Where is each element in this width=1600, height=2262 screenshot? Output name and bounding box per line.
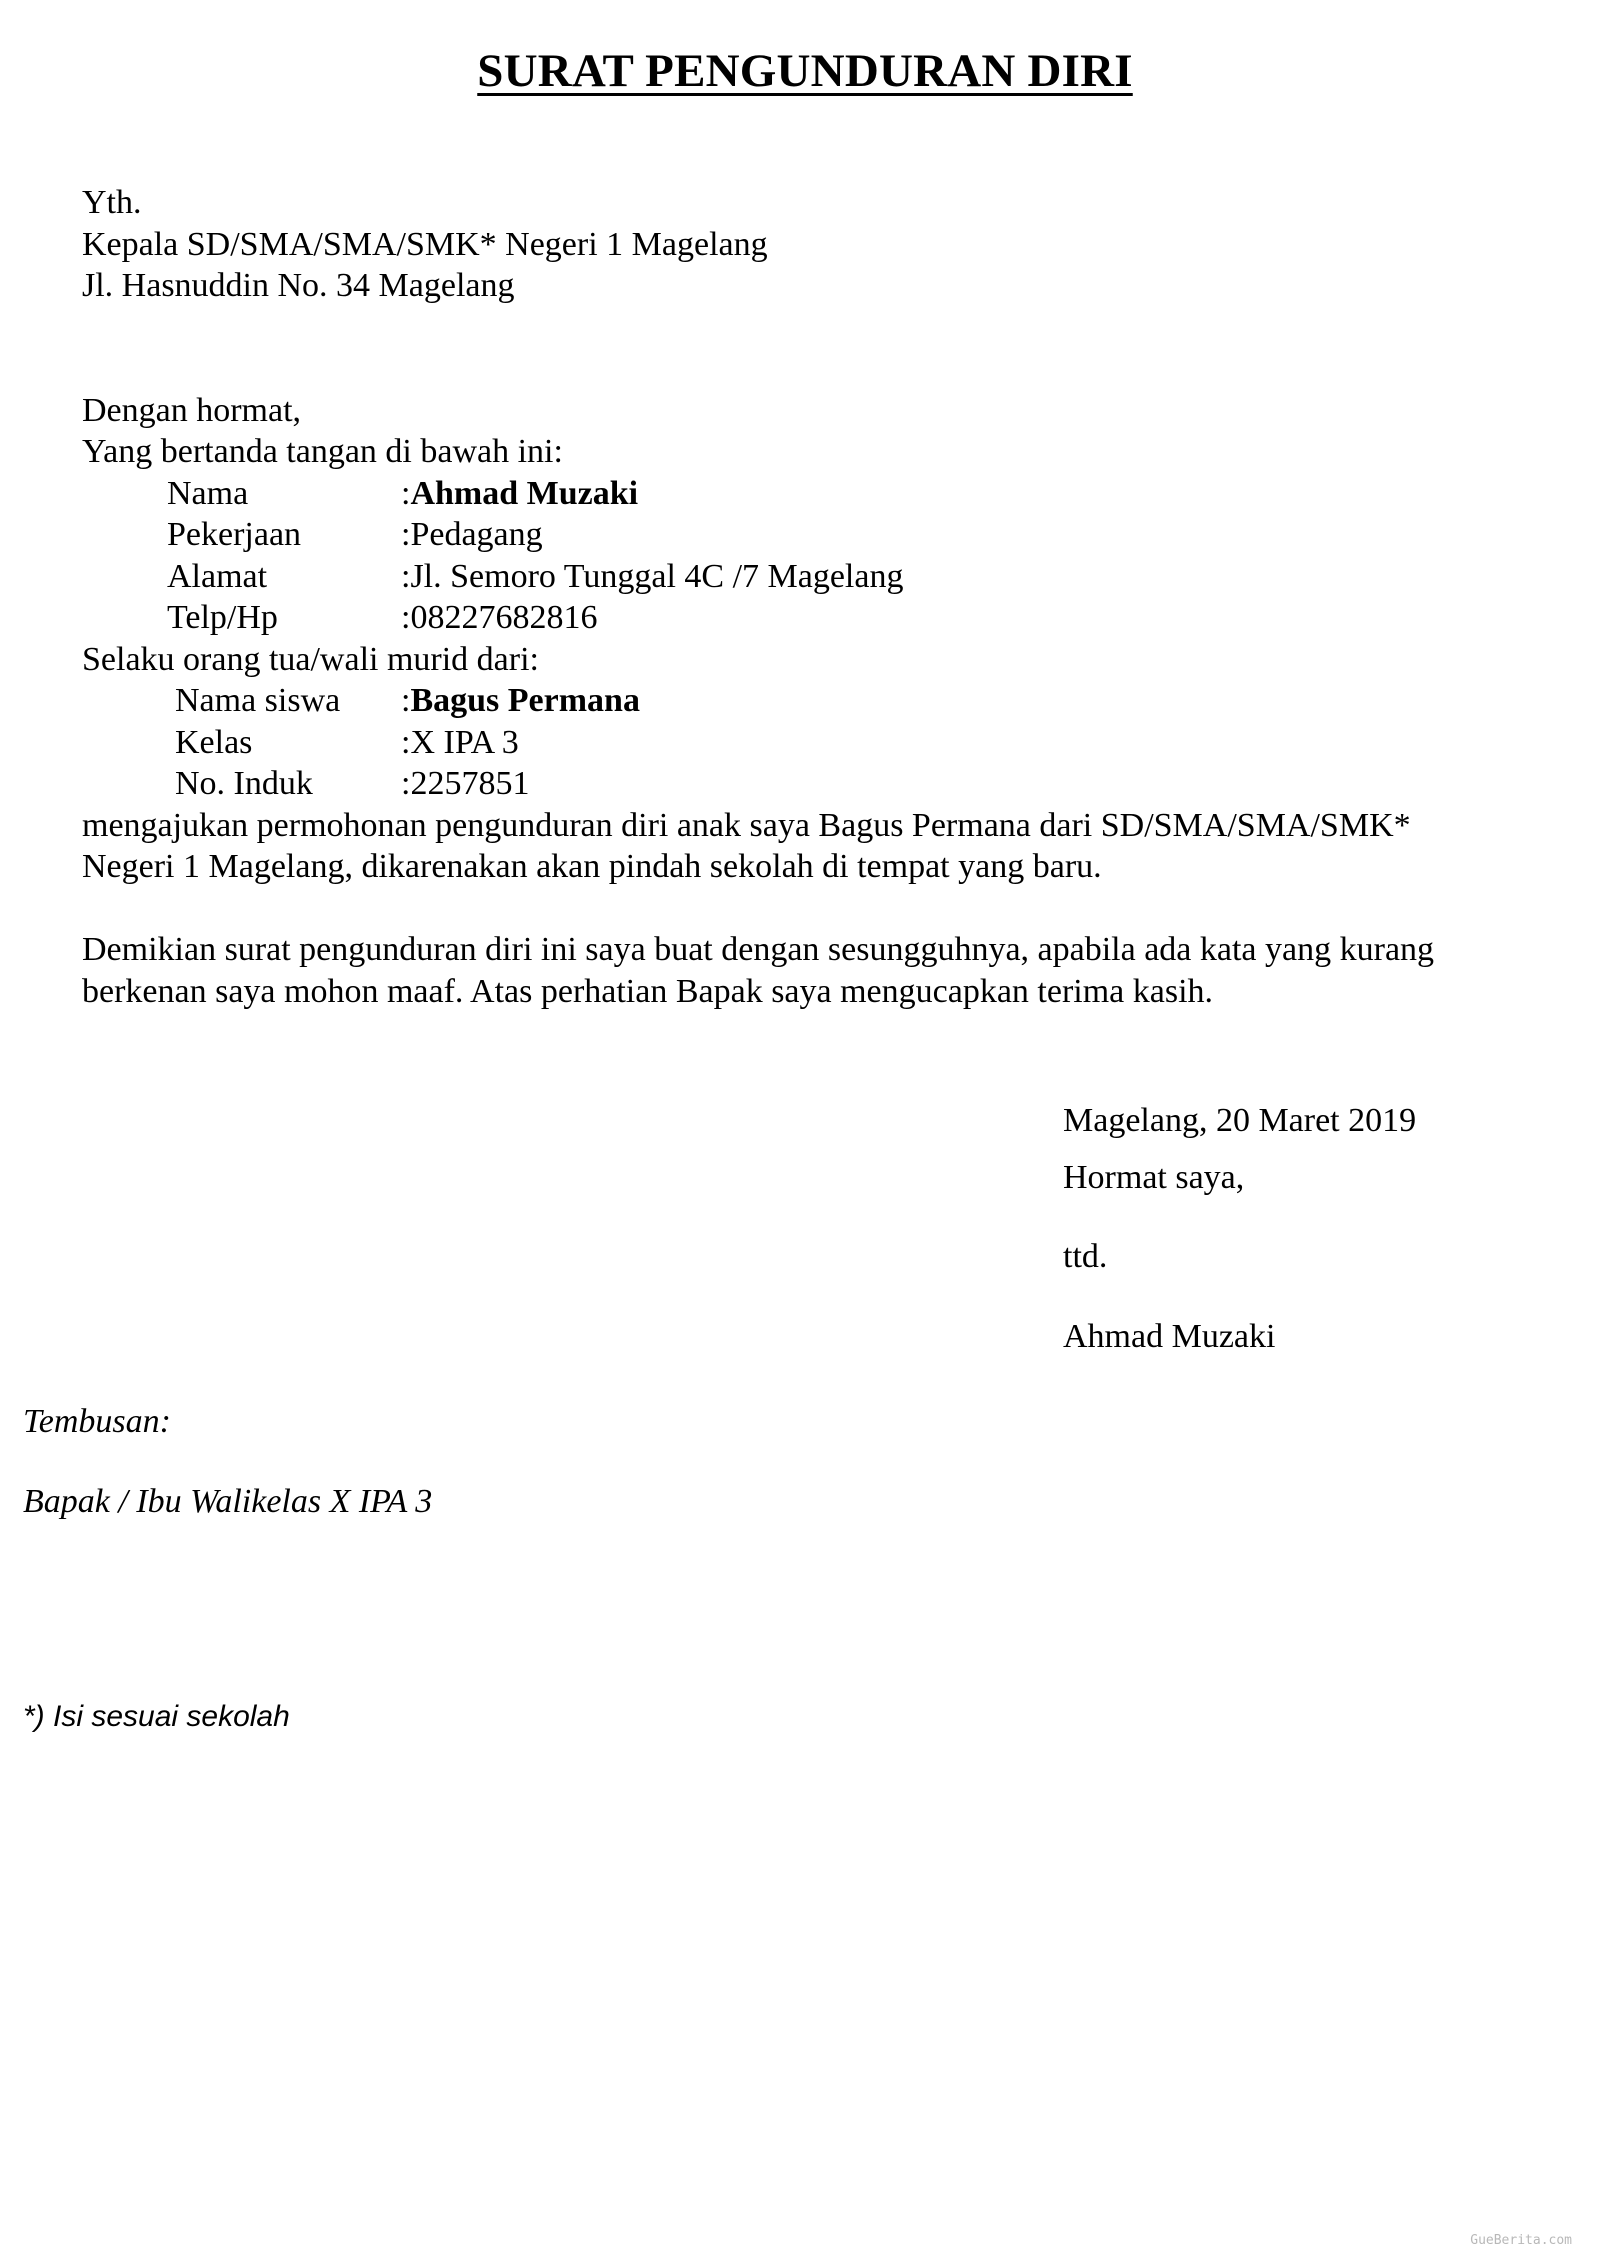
watermark: GueBerita.com <box>1470 2233 1572 2248</box>
guardian-intro: Selaku orang tua/wali murid dari: <box>82 640 539 678</box>
student-fields <box>82 680 1542 805</box>
field-value: Pedagang <box>410 516 543 553</box>
carbon-copy-item: Bapak / Ibu Walikelas X IPA 3 <box>23 1482 433 1520</box>
carbon-copy-heading: Tembusan: <box>23 1403 171 1440</box>
footnote: *) Isi sesuai sekolah <box>23 1700 290 1733</box>
student-field-row <box>82 763 1542 805</box>
field-value: Bagus Permana <box>410 682 640 719</box>
parent-field-row <box>82 514 1542 556</box>
student-field-row <box>82 722 1542 764</box>
field-separator: : <box>401 516 411 553</box>
spacer <box>82 307 1542 390</box>
signature-block <box>1063 1100 1416 1357</box>
closing-line-2: berkenan saya mohon maaf. Atas perhatian Bapak saya mengucapkan terima kasih. <box>82 972 1214 1010</box>
field-value: Ahmad Muzaki <box>410 474 639 512</box>
request-line-2: Negeri 1 Magelang, dikarenakan akan pindah sekolah di tempat yang baru. <box>82 848 1102 885</box>
student-field-row <box>82 680 1542 722</box>
intro-text: Yang bertanda tangan di bawah ini: <box>82 433 563 470</box>
field-label: Telp/Hp <box>167 599 278 636</box>
recipient-salutation: Yth. <box>82 184 142 221</box>
field-separator: : <box>401 765 411 802</box>
signature-mark: ttd. <box>1063 1238 1108 1275</box>
place-date: Magelang, 20 Maret 2019 <box>1063 1102 1417 1139</box>
parent-field-row <box>82 556 1542 598</box>
signer-name: Ahmad Muzaki <box>1063 1317 1276 1355</box>
recipient-line-2: Jl. Hasnuddin No. 34 Magelang <box>82 267 515 304</box>
field-label: Pekerjaan <box>167 516 302 553</box>
field-value: X IPA 3 <box>410 723 519 761</box>
field-value: Jl. Semoro Tunggal 4C /7 Magelang <box>410 557 904 595</box>
field-separator: : <box>401 682 411 719</box>
closing-line-1: Demikian surat pengunduran diri ini saya buat dengan sesungguhnya, apabila ada kata yang kurang <box>82 931 1435 968</box>
parent-fields <box>82 473 1542 639</box>
parent-field-row <box>82 473 1542 515</box>
signature-closing: Hormat saya, <box>1063 1158 1245 1196</box>
request-line-1: mengajukan permohonan pengunduran diri anak saya Bagus Permana dari SD/SMA/SMA/SMK* <box>82 806 1411 844</box>
field-separator: : <box>401 599 411 636</box>
carbon-copy <box>23 1401 432 1522</box>
field-value: 2257851 <box>410 765 530 802</box>
field-separator: : <box>401 474 411 512</box>
field-label: Nama <box>167 474 249 512</box>
recipient-line-1: Kepala SD/SMA/SMA/SMK* Negeri 1 Magelang <box>82 225 768 263</box>
field-separator: : <box>401 723 411 761</box>
parent-field-row <box>82 597 1542 639</box>
field-label: Kelas <box>175 723 253 761</box>
field-value: 08227682816 <box>410 599 598 636</box>
letter-body <box>82 182 1542 1012</box>
field-label: Alamat <box>167 557 268 595</box>
field-separator: : <box>401 557 411 595</box>
field-label: Nama siswa <box>175 682 341 719</box>
letter-title: SURAT PENGUNDURAN DIRI <box>477 45 1133 97</box>
greeting: Dengan hormat, <box>82 391 302 429</box>
spacer <box>82 888 1542 930</box>
field-label: No. Induk <box>175 765 313 802</box>
